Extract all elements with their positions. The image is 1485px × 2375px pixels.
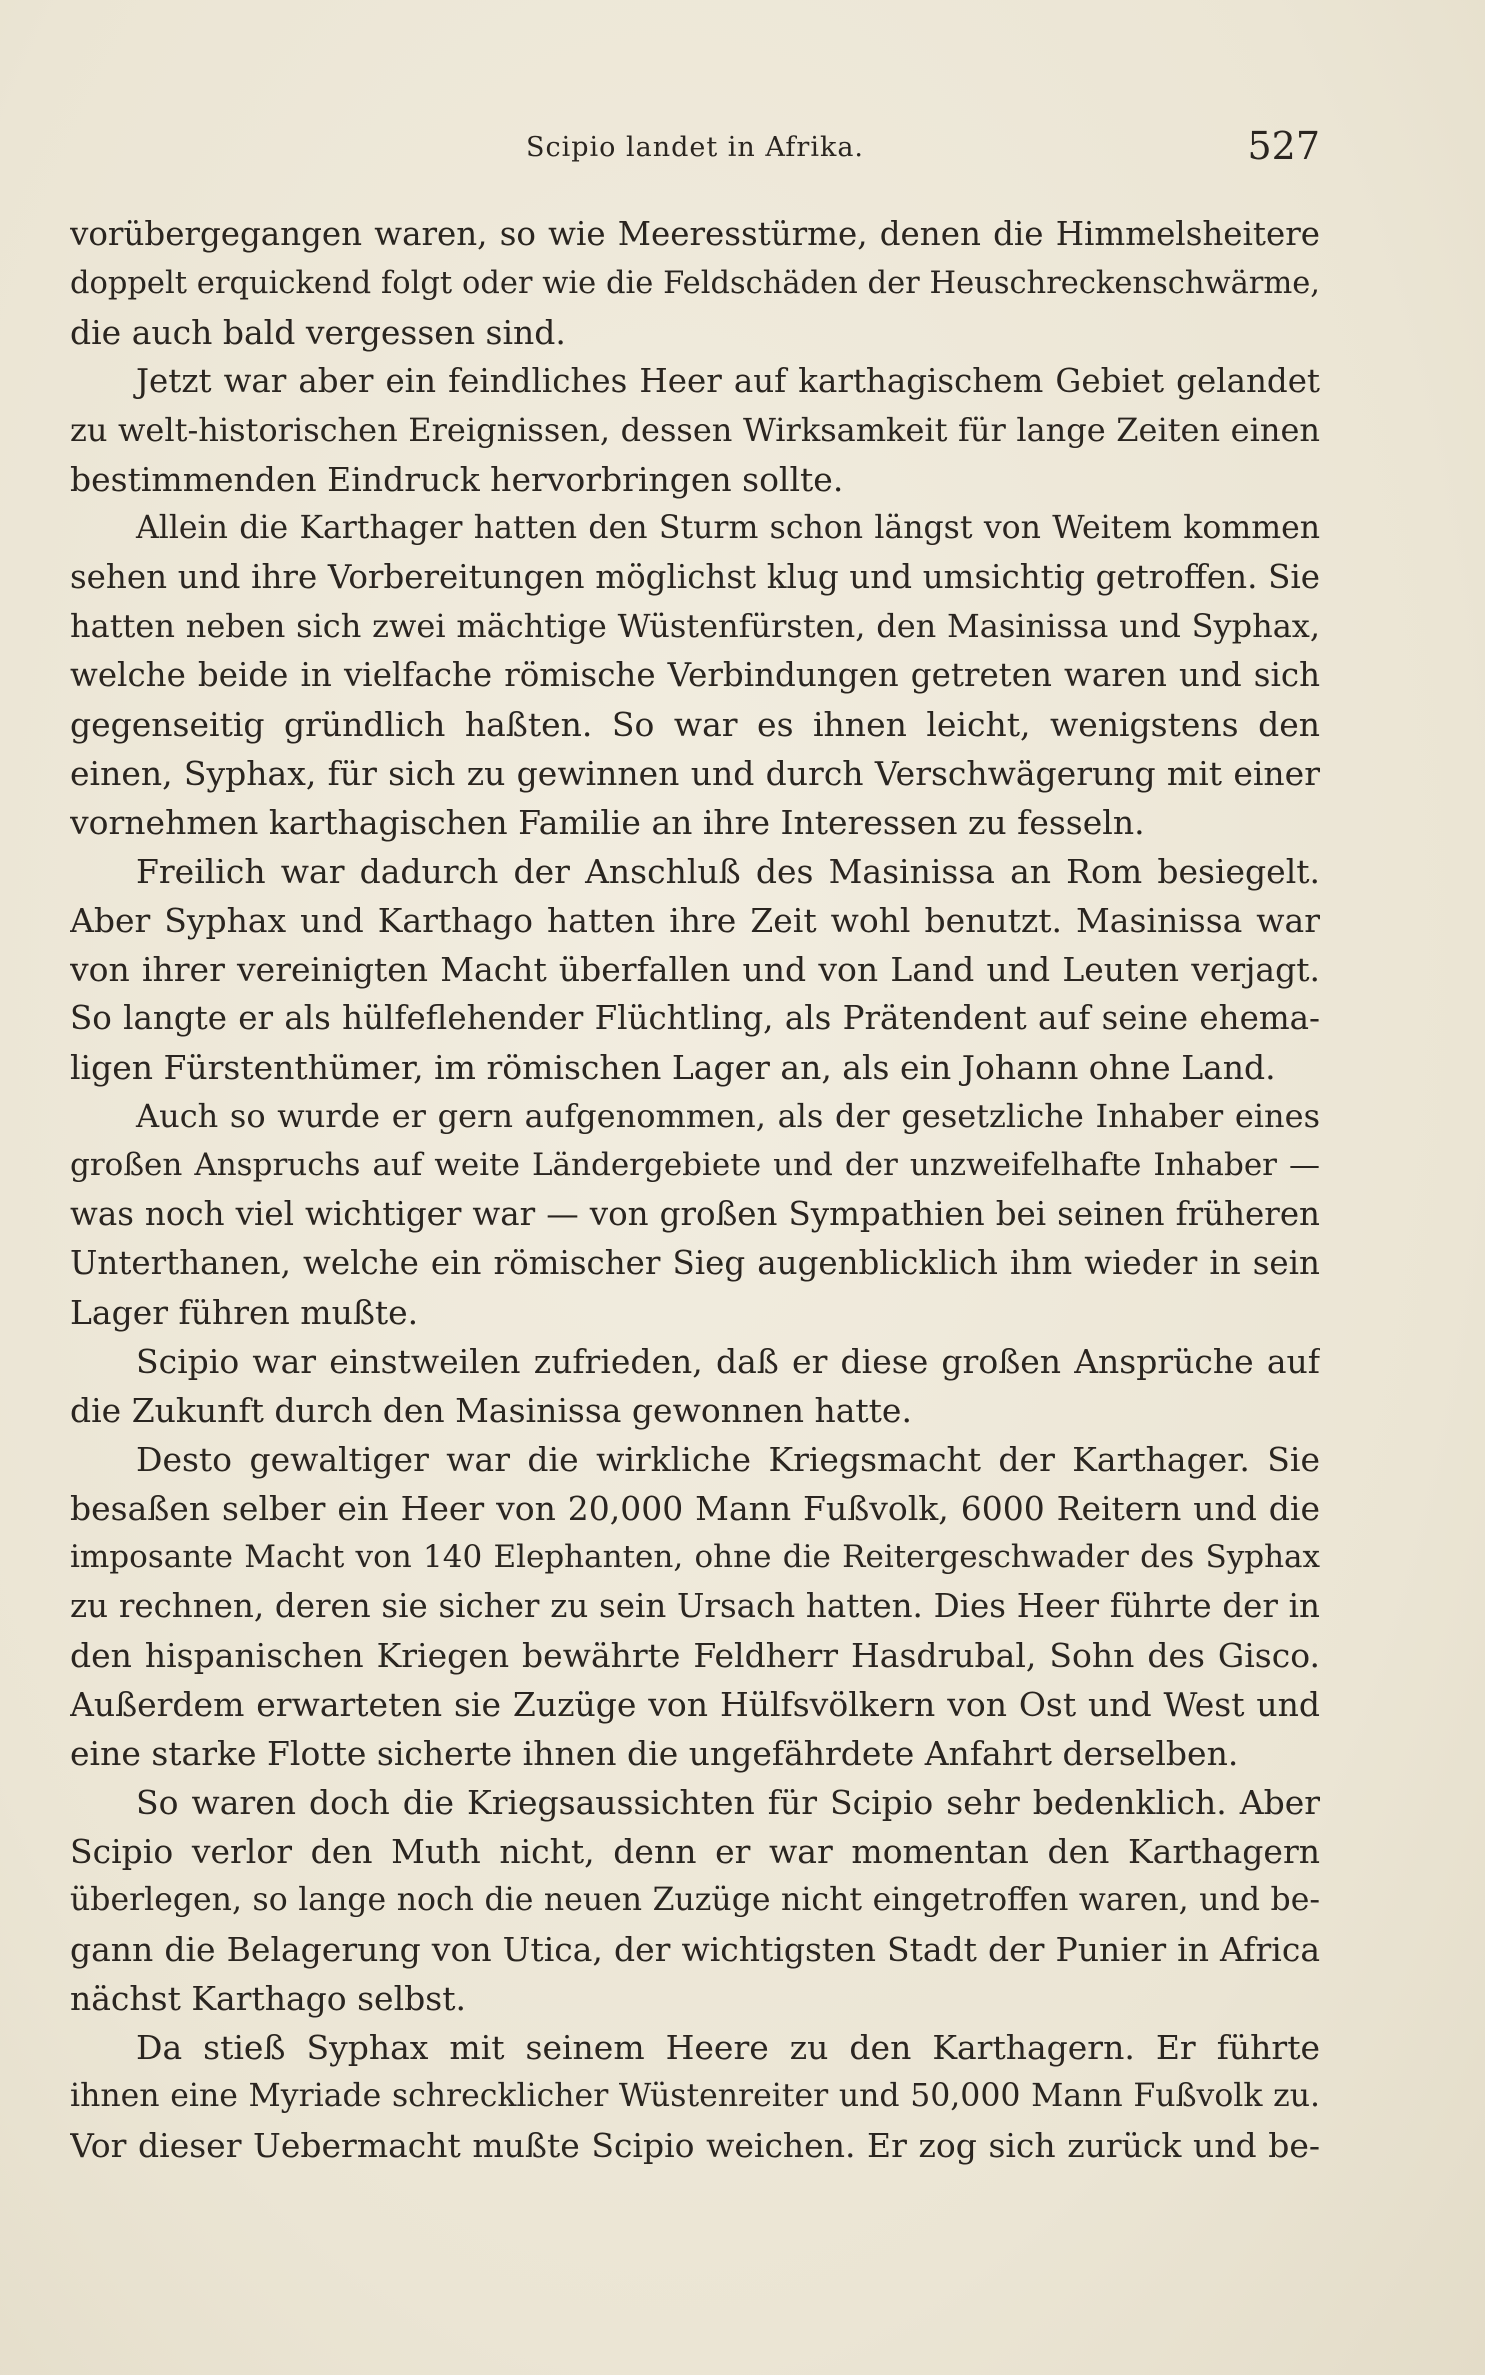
text-line: gegenseitig gründlich haßten. So war es ihnen leicht, wenigstens den <box>70 705 1320 744</box>
page-number: 527 <box>1247 124 1320 168</box>
text-line: zu rechnen, deren sie sicher zu sein Ursach hatten. Dies Heer führte der in <box>70 1587 1320 1625</box>
text-line: eine starke Flotte sicherte ihnen die ungefährdete Anfahrt derselben. <box>70 1734 1239 1773</box>
text-line: ihnen eine Myriade schrecklicher Wüstenreiter und 50,000 Mann Fußvolk zu. <box>70 2078 1320 2114</box>
text-line: von ihrer vereinigten Macht überfallen und von Land und Leuten verjagt. <box>70 950 1320 989</box>
text-line: gann die Belagerung von Utica, der wichtigsten Stadt der Punier in Africa <box>70 1930 1320 1969</box>
text-line: Da stieß Syphax mit seinem Heere zu den Karthagern. Er führte <box>136 2028 1320 2067</box>
text-line: hatten neben sich zwei mächtige Wüstenfürsten, den Masinissa und Syphax, <box>70 607 1320 645</box>
text-line: Desto gewaltiger war die wirkliche Kriegsmacht der Karthager. Sie <box>136 1440 1320 1479</box>
text-line: was noch viel wichtiger war — von großen Sympathien bei seinen früheren <box>70 1195 1320 1233</box>
text-line: Lager führen mußte. <box>70 1293 419 1332</box>
text-line: Außerdem erwarteten sie Zuzüge von Hülfsvölkern von Ost und West und <box>70 1685 1320 1724</box>
text-line: Vor dieser Uebermacht mußte Scipio weichen. Er zog sich zurück und be- <box>70 2126 1320 2165</box>
text-line: sehen und ihre Vorbereitungen möglichst klug und umsichtig getroffen. Sie <box>70 558 1320 596</box>
text-line: Auch so wurde er gern aufgenommen, als der gesetzliche Inhaber eines <box>136 1097 1320 1135</box>
text-line: die auch bald vergessen sind. <box>70 313 566 352</box>
text-line: imposante Macht von 140 Elephanten, ohne die Reitergeschwader des Syphax <box>70 1539 1320 1575</box>
text-line: Scipio verlor den Muth nicht, denn er war momentan den Karthagern <box>70 1832 1320 1871</box>
text-line: vorübergegangen waren, so wie Meeresstürme, denen die Himmelsheitere <box>70 215 1320 253</box>
text-line: die Zukunft durch den Masinissa gewonnen hatte. <box>70 1391 912 1430</box>
text-line: großen Anspruchs auf weite Ländergebiete und der unzweifelhafte Inhaber — <box>70 1147 1320 1183</box>
text-line: Freilich war dadurch der Anschluß des Masinissa an Rom besiegelt. <box>136 852 1320 891</box>
text-line: Allein die Karthager hatten den Sturm schon längst von Weitem kommen <box>136 510 1320 546</box>
running-title: Scipio landet in Afrika. <box>525 132 865 163</box>
text-line: nächst Karthago selbst. <box>70 1979 466 2018</box>
text-line: zu welt-historischen Ereignissen, dessen Wirksamkeit für lange Zeiten einen <box>70 411 1320 449</box>
text-line: einen, Syphax, für sich zu gewinnen und durch Verschwägerung mit einer <box>70 754 1320 793</box>
text-line: überlegen, so lange noch die neuen Zuzüge nicht eingetroffen waren, und be- <box>70 1882 1320 1918</box>
text-line: den hispanischen Kriegen bewährte Feldherr Hasdrubal, Sohn des Gisco. <box>70 1636 1320 1675</box>
text-line: ligen Fürstenthümer, im römischen Lager an, als ein Johann ohne Land. <box>70 1048 1276 1087</box>
text-line: Jetzt war aber ein feindliches Heer auf karthagischem Gebiet gelandet <box>136 362 1320 400</box>
text-line: So langte er als hülfeflehender Flüchtling, als Prätendent auf seine ehema- <box>70 999 1320 1037</box>
text-line: Unterthanen, welche ein römischer Sieg augenblicklich ihm wieder in sein <box>70 1244 1320 1282</box>
page-header <box>70 124 1320 184</box>
text-line: welche beide in vielfache römische Verbindungen getreten waren und sich <box>70 656 1320 694</box>
text-line: vornehmen karthagischen Familie an ihre Interessen zu fesseln. <box>70 803 1145 842</box>
text-line: Scipio war einstweilen zufrieden, daß er diese großen Ansprüche auf <box>136 1342 1320 1381</box>
text-line: Aber Syphax und Karthago hatten ihre Zeit wohl benutzt. Masinissa war <box>70 901 1320 940</box>
text-line: besaßen selber ein Heer von 20,000 Mann Fußvolk, 6000 Reitern und die <box>70 1489 1320 1528</box>
text-line: doppelt erquickend folgt oder wie die Feldschäden der Heuschreckenschwärme, <box>70 266 1320 301</box>
text-line: So waren doch die Kriegsaussichten für Scipio sehr bedenklich. Aber <box>136 1783 1320 1822</box>
text-line: bestimmenden Eindruck hervorbringen sollte. <box>70 460 844 499</box>
body-text <box>70 210 1320 2170</box>
